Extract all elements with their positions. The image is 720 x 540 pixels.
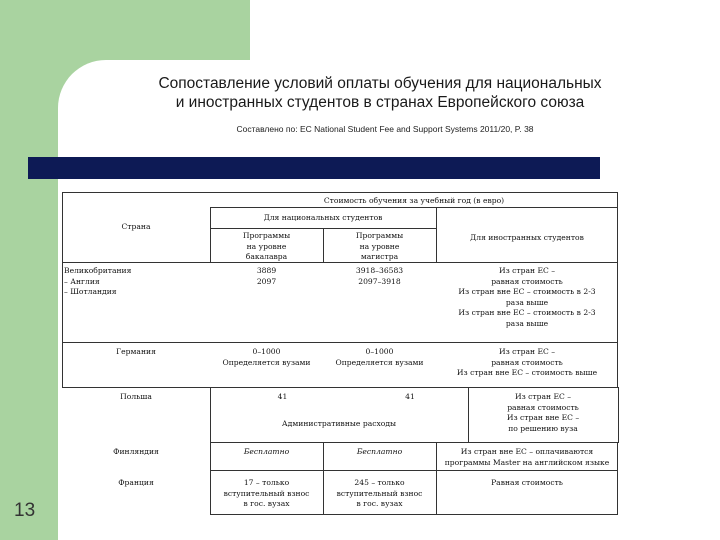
poland-foreign: Из стран ЕС – равная стоимость Из стран вне ЕС – по решению вуза (506, 392, 580, 433)
table-border-bottom (210, 514, 618, 515)
germany-bottom-line (62, 387, 618, 388)
finland-bottom-line (210, 470, 618, 471)
uk-bachelor: 3889 2097 (256, 266, 277, 286)
uk-country: Великобритания – Англия – Шотландия (64, 266, 132, 296)
title-divider-bar (28, 157, 600, 179)
header-foreign: Для иностранных студентов (470, 233, 584, 242)
header-bachelor: Программы на уровне бакалавра (242, 231, 291, 261)
title-line-1: Сопоставление условий оплаты обучения для национальных (158, 75, 602, 92)
header-master: Программы на уровне магистра (355, 231, 404, 261)
table-border-right (617, 192, 618, 388)
poland-country: Польша (120, 392, 152, 401)
header-national: Для национальных студентов (263, 213, 383, 222)
germany-master: 0–1000 Определяется вузами (335, 347, 424, 367)
slide-title (80, 74, 680, 112)
finland-country: Финляндия (113, 447, 159, 456)
poland-master: 41 (405, 392, 415, 401)
poland-bottom-line (210, 442, 619, 443)
france-bachelor: 17 – только вступительный взнос в гос. вузах (223, 478, 310, 508)
germany-bachelor: 0–1000 Определяется вузами (222, 347, 311, 367)
page-number: 13 (14, 500, 36, 521)
table-border-top (62, 192, 618, 193)
lower-right-border (617, 442, 618, 514)
france-master: 245 – только вступительный взнос в гос. вузах (336, 478, 423, 508)
finland-bachelor: Бесплатно (243, 447, 290, 456)
header-cost: Стоимость обучения за учебный год (в евро) (323, 196, 505, 205)
france-country: Франция (118, 478, 154, 487)
uk-bottom-line (62, 342, 618, 343)
finland-foreign: Из стран вне ЕС – оплачиваются программы Master на английском языке (444, 447, 610, 467)
source-note: Составлено по: EC National Student Fee and Support Systems 2011/20, P. 38 (236, 124, 534, 134)
lower-master-divider (436, 442, 437, 514)
germany-foreign: Из стран ЕС – равная стоимость Из стран вне ЕС – стоимость выше (456, 347, 598, 377)
uk-foreign: Из стран ЕС – равная стоимость Из стран вне ЕС – стоимость в 2-3 раза выше Из стран вне ЕС – стоимость в 2-3 раза выше (458, 266, 596, 328)
header-line-cost (210, 207, 618, 208)
title-line-2: и иностранных студентов в странах Европейского союза (175, 94, 585, 111)
poland-bachelor: 41 (277, 392, 288, 401)
finland-master: Бесплатно (356, 447, 403, 456)
poland-admin: Административные расходы (281, 419, 397, 428)
header-country: Страна (121, 222, 151, 231)
uk-master: 3918–36583 2097–3918 (355, 266, 404, 286)
germany-country: Германия (116, 347, 156, 356)
poland-right-border (618, 387, 619, 442)
france-foreign: Равная стоимость (491, 478, 563, 487)
